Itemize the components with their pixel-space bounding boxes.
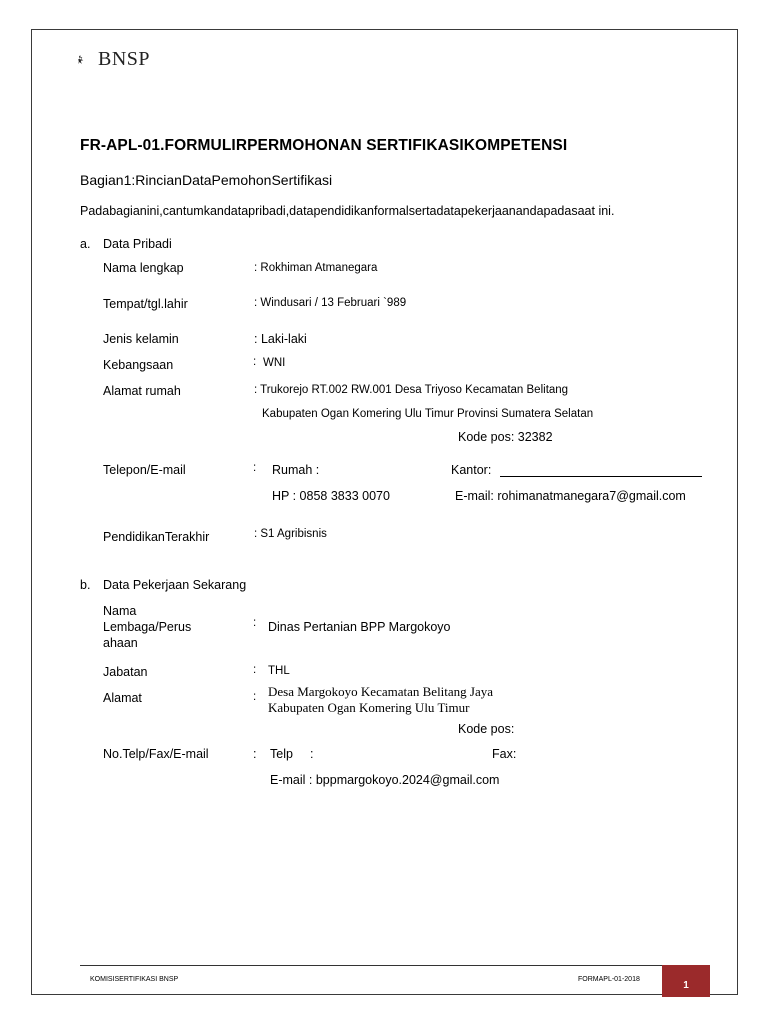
kontak-colon: :: [253, 747, 257, 761]
kebangsaan-label: Kebangsaan: [103, 358, 174, 372]
rumah-phone: Rumah :: [272, 463, 320, 477]
ttl-value: : Windusari / 13 Februari `989: [254, 297, 407, 309]
logo-text: BNSP: [98, 48, 151, 70]
lembaga-label-line1: Nama: [103, 604, 137, 618]
alamat-kantor-colon: :: [253, 691, 257, 703]
section-b-letter: b.: [80, 578, 91, 592]
telepon-email-label: Telepon/E-mail: [103, 463, 186, 477]
telepon-colon: :: [253, 462, 257, 474]
alamat-kantor-line1: Desa Margokoyo Kecamatan Belitang Jaya: [268, 684, 494, 699]
section-a-letter: a.: [80, 237, 91, 251]
office-email: E-mail : bppmargokoyo.2024@gmail.com: [270, 773, 500, 787]
fax-label: Fax:: [492, 747, 517, 761]
jabatan-colon: :: [253, 664, 257, 676]
kantor-blank-line: [500, 476, 702, 477]
alamat-kantor-line2: Kabupaten Ogan Komering Ulu Timur: [268, 700, 470, 715]
pendidikan-label: PendidikanTerakhir: [103, 530, 210, 544]
jabatan-label: Jabatan: [103, 665, 148, 679]
jenis-kelamin-label: Jenis kelamin: [103, 332, 179, 346]
kebangsaan-colon: :: [253, 356, 257, 368]
telp-colon: :: [310, 747, 314, 761]
intro-text: Padabagianini,cantumkandatapribadi,datapendidikanformalsertadatapekerjaanandapadasaat ini.: [80, 204, 615, 218]
hp-number: HP : 0858 3833 0070: [272, 489, 390, 503]
form-subtitle: Bagian1:RincianDataPemohonSertifikasi: [80, 172, 333, 188]
nama-label: Nama lengkap: [103, 261, 184, 275]
form-title: FR-APL-01.FORMULIRPERMOHONAN SERTIFIKASIKOMPETENSI: [80, 137, 568, 154]
kontak-label: No.Telp/Fax/E-mail: [103, 747, 209, 761]
page-number-box: [662, 965, 710, 997]
alamat-rumah-label: Alamat rumah: [103, 384, 181, 398]
lembaga-colon: :: [253, 617, 257, 629]
section-b-title: Data Pekerjaan Sekarang: [103, 578, 247, 592]
kode-pos-kantor: Kode pos:: [458, 722, 515, 736]
kantor-phone: Kantor:: [451, 463, 492, 477]
lembaga-label-line3: ahaan: [103, 636, 138, 650]
page-number: 1: [683, 980, 689, 991]
nama-value: : Rokhiman Atmanegara: [254, 262, 378, 274]
footer-left-text: KOMISISERTIFIKASI BNSP: [90, 976, 179, 983]
footer-right-text: FORMAPL-01-2018: [578, 976, 640, 983]
lembaga-value: Dinas Pertanian BPP Margokoyo: [268, 620, 451, 634]
alamat-kantor-label: Alamat: [103, 691, 142, 705]
alamat-rumah-line1: : Trukorejo RT.002 RW.001 Desa Triyoso Kecamatan Belitang: [254, 384, 569, 396]
lembaga-label-line2: Lembaga/Perus: [103, 620, 192, 634]
alamat-rumah-line2: Kabupaten Ogan Komering Ulu Timur Provinsi Sumatera Selatan: [262, 408, 594, 420]
personal-email: E-mail: rohimanatmanegara7@gmail.com: [455, 489, 686, 503]
jabatan-value: THL: [268, 665, 290, 677]
footer-rule: [80, 965, 662, 966]
kebangsaan-value: WNI: [263, 357, 286, 369]
section-a-title: Data Pribadi: [103, 237, 172, 251]
pendidikan-value: : S1 Agribisnis: [254, 528, 327, 540]
kode-pos-rumah: Kode pos: 32382: [458, 430, 553, 444]
jenis-kelamin-value: : Laki-laki: [254, 332, 307, 346]
telp-label: Telp: [270, 747, 293, 761]
ttl-label: Tempat/tgl.lahir: [103, 297, 188, 311]
